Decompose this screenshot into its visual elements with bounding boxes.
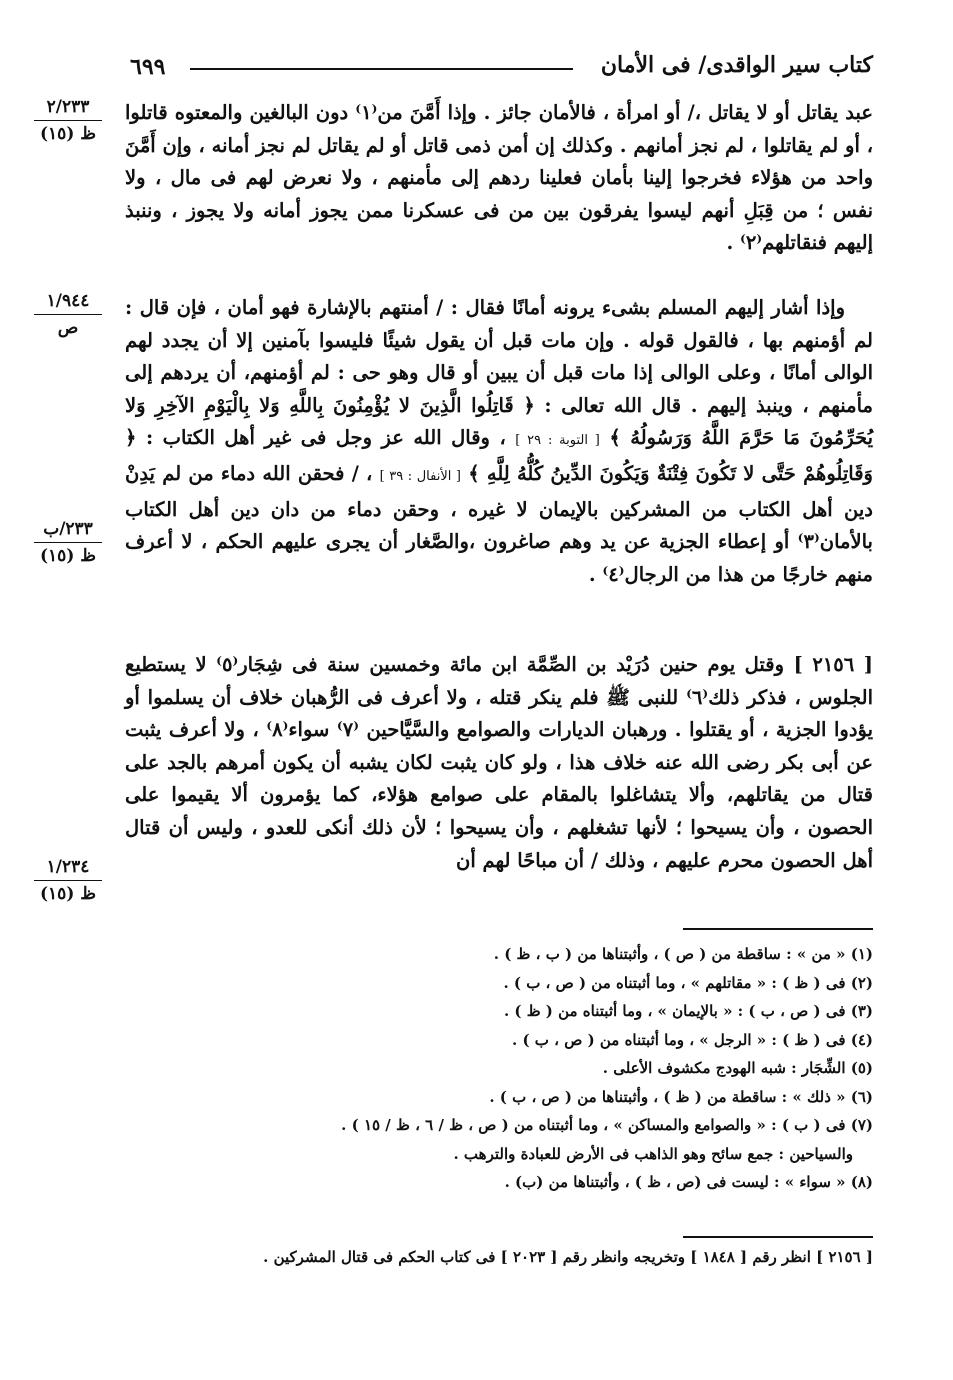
footnote-3: (٣) فى ( ص ، ب ) : « بالإيمان » ، وما أثبتناه من ( ظ ) . — [503, 1002, 873, 1020]
margin-note-manuscript: ص — [57, 318, 79, 338]
crossref-rule — [683, 1236, 873, 1238]
paragraph-2-part-c: ، / فحقن الله دماء من لم يَدِنْ دين أهل الكتاب من المشركين بالإيمان لا غيره ، وحقن دماء من دان دين أهل الكتاب بالأمان⁽٣⁾ أو إعطاء الجزية عن يد وهم صاغرون ،والصَّغار أن يجرى عليهم الحكم ، لا أعرف منهم خارجًا من هذا من الرجال⁽٤⁾ . — [125, 461, 873, 586]
margin-note-2 — [28, 291, 108, 338]
paragraph-3-body: وقتل يوم حنين دُرَيْد بن الصِّمَّة ابن مائة وخمسين سنة فى شِجَار⁽٥⁾ لا يستطيع الجلوس ، فذكر ذلك⁽٦⁾ للنبى ﷺ فلم ينكر قتله ، ولا أعرف فى الرُّهبان خلاف أن يسلموا أو يؤدوا الجزية ، أو يقتلوا . ورهبان الديارات والصوامع والسَّيَّاحين ⁽٧⁾ سواء⁽٨⁾ ، ولا أعرف يثبت عن أبى بكر رضى الله عنه خلاف هذا ، ولو كان يثبت لكان يشبه أن يكون أمرهم بالجد على قتال من يقاتلهم، وألا يتشاغلوا بالمقام على صوامع هؤلاء، كما يؤمرون ألا يقيموا على الحصون ، وأن يسيحوا ؛ لأنها تشغلهم ، وأن يسيحوا ؛ لأن ذلك أنكى للعدو ، وليس أن قتال أهل الحصون محرم عليهم ، وذلك / أن مباحًا لهم أن — [125, 653, 873, 872]
crossref-note: [ ٢١٥٦ ] انظر رقم [ ١٨٤٨ ] وتخريجه وانظر رقم [ ٢٠٢٣ ] فى كتاب الحكم فى قتال المشركين . — [263, 1248, 873, 1266]
margin-note-rule — [34, 314, 102, 315]
margin-note-folio: ٢/٢٣٣ — [46, 97, 90, 117]
paragraph-3-text — [125, 649, 873, 877]
paragraph-2 — [125, 292, 873, 591]
footnote-8: (٨) « سواء » : ليست فى (ص ، ظ ) ، وأثبتناها من (ب) . — [504, 1173, 873, 1191]
footnotes — [113, 940, 873, 1197]
footnote-7: (٧) فى ( ب ) : « والصوامع والمساكن » ، وما أثبتناه من ( ص ، ظ / ٦ ، ظ / ١٥ ) . — [341, 1116, 873, 1134]
paragraph-1 — [125, 97, 873, 260]
hadith-number: [ ٢١٥٦ ] — [793, 653, 874, 676]
page-number: ٦٩٩ — [130, 54, 166, 80]
footnote-4: (٤) فى ( ظ ) : « الرجل » ، وما أثبتناه من ( ص ، ب ) . — [512, 1030, 873, 1049]
margin-note-manuscript: ظ (١٥) — [40, 546, 96, 566]
margin-note-4 — [28, 857, 108, 904]
margin-note-rule — [34, 542, 102, 543]
running-title: كتاب سير الواقدى/ فى الأمان — [600, 52, 873, 78]
quran-ref-1: [ التوبة : ٢٩ ] — [515, 433, 600, 449]
header-rule — [190, 68, 573, 70]
paragraph-2-text — [125, 292, 873, 591]
footnote-5: (٥) الشِّجَار : شبه الهودج مكشوف الأعلى . — [602, 1059, 873, 1077]
footnote-1: (١) « من » : ساقطة من ( ص ) ، وأثبتناها من ( ب ، ظ ) . — [493, 945, 873, 963]
footnote-rule — [683, 928, 873, 930]
margin-note-folio: ١/٩٤٤ — [46, 291, 90, 311]
quran-ref-2: [ الأنفال : ٣٩ ] — [379, 468, 461, 484]
margin-note-1 — [28, 97, 108, 144]
margin-note-manuscript: ظ (١٥) — [40, 884, 96, 904]
running-header — [130, 52, 873, 92]
footnote-6: (٦) « ذلك » : ساقطة من ( ظ ) ، وأثبتناها من ( ص ، ب ) . — [489, 1087, 873, 1106]
paragraph-2-part-a: وإذا أشار إليهم المسلم بشىء يرونه أمانًا فقال : / أمنتهم بالإشارة فهو أمان ، فإن قال : لم أؤمنهم بها ، فالقول قوله . وإن مات قبل أن يقول شيئًا فليسوا بآمنين إلا أن يجدد لهم الوالى أمانًا ، وعلى الوالى إذا مات قبل أن يبين أو قال وهو حى : لم أؤمنهم، أن يردهم إلى مأمنهم ، وينبذ إليهم . قال الله تعالى : — [125, 296, 873, 417]
margin-note-folio: ١/٢٣٤ — [46, 857, 90, 877]
margin-note-rule — [34, 880, 102, 881]
margin-note-manuscript: ظ (١٥) — [40, 124, 96, 144]
paragraph-1-text: عبد يقاتل أو لا يقاتل ،/ أو امرأة ، فالأمان جائز . وإذا أَمَّنَ من⁽١⁾ دون البالغين والمعتوه قاتلوا ، أو لم يقاتلوا ، لم نجز أمانهم . وكذلك إن أمن ذمى قاتل أو لم يقاتل لم نجز أمانه ، وإن أَمَّنَ واحد من هؤلاء فخرجوا إلينا بأمان فعلينا ردهم إلى مأمنهم ، ولا نعرض لهم فى مال ، ولا نفس ؛ من قِبَلِ أنهم ليسوا يفرقون بين من فى عسكرنا ممن يجوز أمانه ولا يجوز ، وننبذ إليهم فنقاتلهم⁽٢⁾ . — [125, 101, 873, 255]
quran-quote-2: ﴿ وَقَاتِلُوهُمْ حَتَّى لا تَكُونَ فِتْنَةٌ وَيَكُونَ الدِّينُ كُلُّهُ لِلَّهِ ﴾ — [125, 426, 873, 485]
margin-note-rule — [34, 120, 102, 121]
footnote-2: (٢) فى ( ظ ) : « مقاتلهم » ، وما أثبتناه من ( ص ، ب ) . — [503, 973, 873, 992]
margin-note-folio: ٢٣٣/ب — [43, 519, 93, 539]
paragraph-2-part-b: ، وقال الله عز وجل فى غير أهل الكتاب : — [145, 426, 506, 450]
paragraph-3 — [125, 649, 873, 877]
quran-quote-1: ﴿ قَاتِلُوا الَّذِينَ لا يُؤْمِنُونَ بِاللَّهِ وَلا بِالْيَوْمِ الآخِرِ وَلا يُحَرِّمُونَ مَا حَرَّمَ اللَّهُ وَرَسُولُهُ ﴾ — [125, 393, 874, 450]
footnote-7-continuation: والسياحين : جمع سائح وهو الذاهب فى الأرض للعبادة والترهب . — [453, 1144, 853, 1163]
margin-note-3 — [28, 519, 108, 566]
